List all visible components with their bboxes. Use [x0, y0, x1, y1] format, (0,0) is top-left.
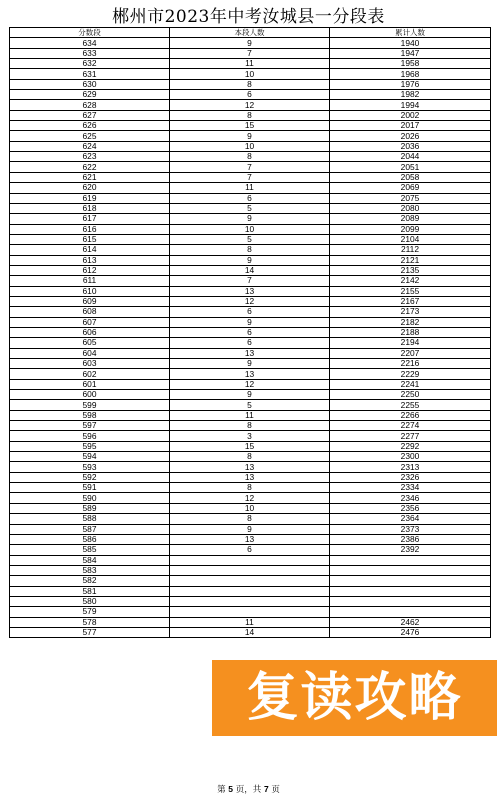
count-cell	[170, 586, 330, 596]
cumulative-cell: 2112	[330, 245, 491, 255]
cumulative-cell: 2075	[330, 193, 491, 203]
count-cell: 8	[170, 514, 330, 524]
score-cell: 601	[10, 379, 170, 389]
table-row	[10, 441, 491, 451]
cumulative-cell	[330, 607, 491, 617]
table-row	[10, 586, 491, 596]
count-cell: 11	[170, 617, 330, 627]
count-cell: 9	[170, 317, 330, 327]
score-cell: 599	[10, 400, 170, 410]
cumulative-cell: 2080	[330, 203, 491, 213]
count-cell: 12	[170, 296, 330, 306]
count-cell: 7	[170, 162, 330, 172]
count-cell: 14	[170, 627, 330, 637]
cumulative-cell: 2044	[330, 152, 491, 162]
table-row	[10, 514, 491, 524]
cumulative-cell: 2017	[330, 121, 491, 131]
score-cell: 620	[10, 183, 170, 193]
cumulative-cell: 2142	[330, 276, 491, 286]
count-cell: 9	[170, 359, 330, 369]
footer-prefix: 第	[217, 785, 226, 795]
count-cell: 7	[170, 276, 330, 286]
cumulative-cell: 2051	[330, 162, 491, 172]
cumulative-cell: 2104	[330, 234, 491, 244]
cumulative-cell: 2182	[330, 317, 491, 327]
score-cell: 613	[10, 255, 170, 265]
count-cell: 9	[170, 131, 330, 141]
table-row	[10, 596, 491, 606]
count-cell: 6	[170, 545, 330, 555]
score-cell: 610	[10, 286, 170, 296]
table-row	[10, 183, 491, 193]
table-row	[10, 348, 491, 358]
score-cell: 602	[10, 369, 170, 379]
count-cell: 13	[170, 369, 330, 379]
score-cell: 584	[10, 555, 170, 565]
table-row	[10, 90, 491, 100]
table-row	[10, 359, 491, 369]
table-row	[10, 214, 491, 224]
cumulative-cell: 2026	[330, 131, 491, 141]
count-cell: 6	[170, 307, 330, 317]
cumulative-cell: 2058	[330, 172, 491, 182]
cumulative-cell: 2364	[330, 514, 491, 524]
count-cell: 13	[170, 348, 330, 358]
table-row	[10, 493, 491, 503]
table-row	[10, 48, 491, 58]
score-cell: 624	[10, 141, 170, 151]
score-cell: 606	[10, 327, 170, 337]
table-row	[10, 317, 491, 327]
table-row	[10, 390, 491, 400]
count-cell	[170, 576, 330, 586]
score-cell: 631	[10, 69, 170, 79]
table-row	[10, 69, 491, 79]
cumulative-cell: 2167	[330, 296, 491, 306]
count-cell: 8	[170, 483, 330, 493]
table-row	[10, 296, 491, 306]
score-cell: 627	[10, 110, 170, 120]
score-cell: 579	[10, 607, 170, 617]
count-cell: 8	[170, 79, 330, 89]
count-cell: 8	[170, 421, 330, 431]
count-cell: 13	[170, 472, 330, 482]
cumulative-cell: 2476	[330, 627, 491, 637]
column-header-score: 分数段	[10, 28, 170, 38]
count-cell: 9	[170, 214, 330, 224]
count-cell: 10	[170, 141, 330, 151]
count-cell: 13	[170, 534, 330, 544]
table-row	[10, 38, 491, 48]
score-cell: 615	[10, 234, 170, 244]
cumulative-cell: 2373	[330, 524, 491, 534]
count-cell: 11	[170, 410, 330, 420]
cumulative-cell: 2155	[330, 286, 491, 296]
count-cell: 14	[170, 265, 330, 275]
count-cell: 7	[170, 172, 330, 182]
count-cell: 8	[170, 452, 330, 462]
table-row	[10, 452, 491, 462]
table-row	[10, 327, 491, 337]
table-row	[10, 338, 491, 348]
score-cell: 625	[10, 131, 170, 141]
table-row	[10, 172, 491, 182]
table-row	[10, 193, 491, 203]
table-row	[10, 472, 491, 482]
count-cell: 13	[170, 462, 330, 472]
table-row	[10, 286, 491, 296]
cumulative-cell: 1958	[330, 59, 491, 69]
score-cell: 597	[10, 421, 170, 431]
count-cell: 8	[170, 152, 330, 162]
score-cell: 605	[10, 338, 170, 348]
score-cell: 628	[10, 100, 170, 110]
cumulative-cell: 2313	[330, 462, 491, 472]
count-cell: 10	[170, 69, 330, 79]
score-cell: 596	[10, 431, 170, 441]
cumulative-cell	[330, 555, 491, 565]
cumulative-cell: 2002	[330, 110, 491, 120]
count-cell: 5	[170, 400, 330, 410]
score-cell: 619	[10, 193, 170, 203]
count-cell	[170, 565, 330, 575]
cumulative-cell: 2292	[330, 441, 491, 451]
score-cell: 609	[10, 296, 170, 306]
cumulative-cell: 2241	[330, 379, 491, 389]
cumulative-cell: 2069	[330, 183, 491, 193]
count-cell: 13	[170, 286, 330, 296]
cumulative-cell: 2255	[330, 400, 491, 410]
cumulative-cell: 2135	[330, 265, 491, 275]
cumulative-cell: 1982	[330, 90, 491, 100]
count-cell: 9	[170, 255, 330, 265]
table-row	[10, 369, 491, 379]
score-cell: 634	[10, 38, 170, 48]
cumulative-cell: 2462	[330, 617, 491, 627]
footer-page-number: 5	[228, 784, 234, 794]
column-header-cumulative: 累计人数	[330, 28, 491, 38]
count-cell: 3	[170, 431, 330, 441]
score-cell: 587	[10, 524, 170, 534]
count-cell: 9	[170, 38, 330, 48]
cumulative-cell: 1976	[330, 79, 491, 89]
table-row	[10, 152, 491, 162]
score-cell: 633	[10, 48, 170, 58]
table-row	[10, 110, 491, 120]
table-row	[10, 234, 491, 244]
score-cell: 583	[10, 565, 170, 575]
score-cell: 585	[10, 545, 170, 555]
score-cell: 617	[10, 214, 170, 224]
score-cell: 591	[10, 483, 170, 493]
score-cell: 608	[10, 307, 170, 317]
count-cell: 5	[170, 203, 330, 213]
count-cell: 9	[170, 390, 330, 400]
table-row	[10, 307, 491, 317]
count-cell: 11	[170, 59, 330, 69]
score-cell: 623	[10, 152, 170, 162]
table-row	[10, 607, 491, 617]
table-row	[10, 576, 491, 586]
score-distribution-table	[9, 27, 491, 638]
cumulative-cell: 2277	[330, 431, 491, 441]
table-row	[10, 617, 491, 627]
count-cell: 12	[170, 100, 330, 110]
cumulative-cell: 2194	[330, 338, 491, 348]
cumulative-cell: 2386	[330, 534, 491, 544]
table-row	[10, 524, 491, 534]
cumulative-cell	[330, 565, 491, 575]
score-cell: 578	[10, 617, 170, 627]
score-cell: 600	[10, 390, 170, 400]
table-row	[10, 121, 491, 131]
count-cell: 6	[170, 193, 330, 203]
table-row	[10, 224, 491, 234]
column-header-count: 本段人数	[170, 28, 330, 38]
score-cell: 611	[10, 276, 170, 286]
table-row	[10, 276, 491, 286]
table-row	[10, 79, 491, 89]
table-row	[10, 265, 491, 275]
cumulative-cell: 2099	[330, 224, 491, 234]
count-cell: 6	[170, 338, 330, 348]
count-cell: 11	[170, 183, 330, 193]
count-cell: 12	[170, 493, 330, 503]
count-cell: 6	[170, 327, 330, 337]
table-row	[10, 379, 491, 389]
count-cell: 7	[170, 48, 330, 58]
score-cell: 622	[10, 162, 170, 172]
table-row	[10, 462, 491, 472]
score-cell: 577	[10, 627, 170, 637]
count-cell: 15	[170, 121, 330, 131]
cumulative-cell: 1968	[330, 69, 491, 79]
cumulative-cell: 2300	[330, 452, 491, 462]
score-cell: 590	[10, 493, 170, 503]
cumulative-cell: 2392	[330, 545, 491, 555]
score-cell: 630	[10, 79, 170, 89]
score-cell: 580	[10, 596, 170, 606]
table-row	[10, 400, 491, 410]
score-cell: 618	[10, 203, 170, 213]
cumulative-cell: 2266	[330, 410, 491, 420]
count-cell: 12	[170, 379, 330, 389]
score-cell: 582	[10, 576, 170, 586]
watermark-logo: 复读攻略	[212, 660, 497, 736]
score-cell: 603	[10, 359, 170, 369]
score-cell: 604	[10, 348, 170, 358]
score-cell: 612	[10, 265, 170, 275]
cumulative-cell	[330, 576, 491, 586]
score-cell: 598	[10, 410, 170, 420]
cumulative-cell: 1994	[330, 100, 491, 110]
count-cell: 9	[170, 524, 330, 534]
cumulative-cell: 2274	[330, 421, 491, 431]
count-cell: 15	[170, 441, 330, 451]
table-row	[10, 100, 491, 110]
footer-total-pages: 7	[263, 784, 269, 794]
table-row	[10, 483, 491, 493]
cumulative-cell: 2216	[330, 359, 491, 369]
table-row	[10, 131, 491, 141]
table-row	[10, 503, 491, 513]
count-cell: 8	[170, 245, 330, 255]
score-cell: 626	[10, 121, 170, 131]
cumulative-cell: 2188	[330, 327, 491, 337]
cumulative-cell	[330, 596, 491, 606]
cumulative-cell: 2250	[330, 390, 491, 400]
score-cell: 614	[10, 245, 170, 255]
score-cell: 588	[10, 514, 170, 524]
table-row	[10, 255, 491, 265]
score-cell: 592	[10, 472, 170, 482]
table-row	[10, 627, 491, 637]
table-header-row	[10, 28, 491, 38]
table-row	[10, 534, 491, 544]
count-cell	[170, 607, 330, 617]
cumulative-cell: 2326	[330, 472, 491, 482]
count-cell: 10	[170, 503, 330, 513]
cumulative-cell: 2036	[330, 141, 491, 151]
page-footer	[0, 783, 497, 795]
cumulative-cell: 2334	[330, 483, 491, 493]
score-cell: 589	[10, 503, 170, 513]
score-cell: 593	[10, 462, 170, 472]
score-cell: 607	[10, 317, 170, 327]
table-row	[10, 141, 491, 151]
cumulative-cell: 2089	[330, 214, 491, 224]
score-cell: 616	[10, 224, 170, 234]
table-row	[10, 162, 491, 172]
footer-mid: 页，共	[235, 785, 262, 795]
cumulative-cell	[330, 586, 491, 596]
table-row	[10, 545, 491, 555]
table-row	[10, 565, 491, 575]
count-cell: 8	[170, 110, 330, 120]
cumulative-cell: 2121	[330, 255, 491, 265]
cumulative-cell: 2356	[330, 503, 491, 513]
table-row	[10, 421, 491, 431]
score-cell: 629	[10, 90, 170, 100]
count-cell	[170, 596, 330, 606]
count-cell: 10	[170, 224, 330, 234]
score-cell: 621	[10, 172, 170, 182]
table-row	[10, 59, 491, 69]
table-row	[10, 431, 491, 441]
table-row	[10, 555, 491, 565]
footer-suffix: 页	[271, 785, 280, 795]
score-cell: 632	[10, 59, 170, 69]
count-cell	[170, 555, 330, 565]
score-cell: 586	[10, 534, 170, 544]
cumulative-cell: 1947	[330, 48, 491, 58]
table-row	[10, 410, 491, 420]
score-cell: 581	[10, 586, 170, 596]
score-cell: 594	[10, 452, 170, 462]
score-cell: 595	[10, 441, 170, 451]
count-cell: 5	[170, 234, 330, 244]
cumulative-cell: 2229	[330, 369, 491, 379]
cumulative-cell: 2346	[330, 493, 491, 503]
count-cell: 6	[170, 90, 330, 100]
table-row	[10, 203, 491, 213]
page-title: 郴州市2023年中考汝城县一分段表	[112, 7, 385, 27]
cumulative-cell: 2207	[330, 348, 491, 358]
cumulative-cell: 2173	[330, 307, 491, 317]
cumulative-cell: 1940	[330, 38, 491, 48]
table-row	[10, 245, 491, 255]
